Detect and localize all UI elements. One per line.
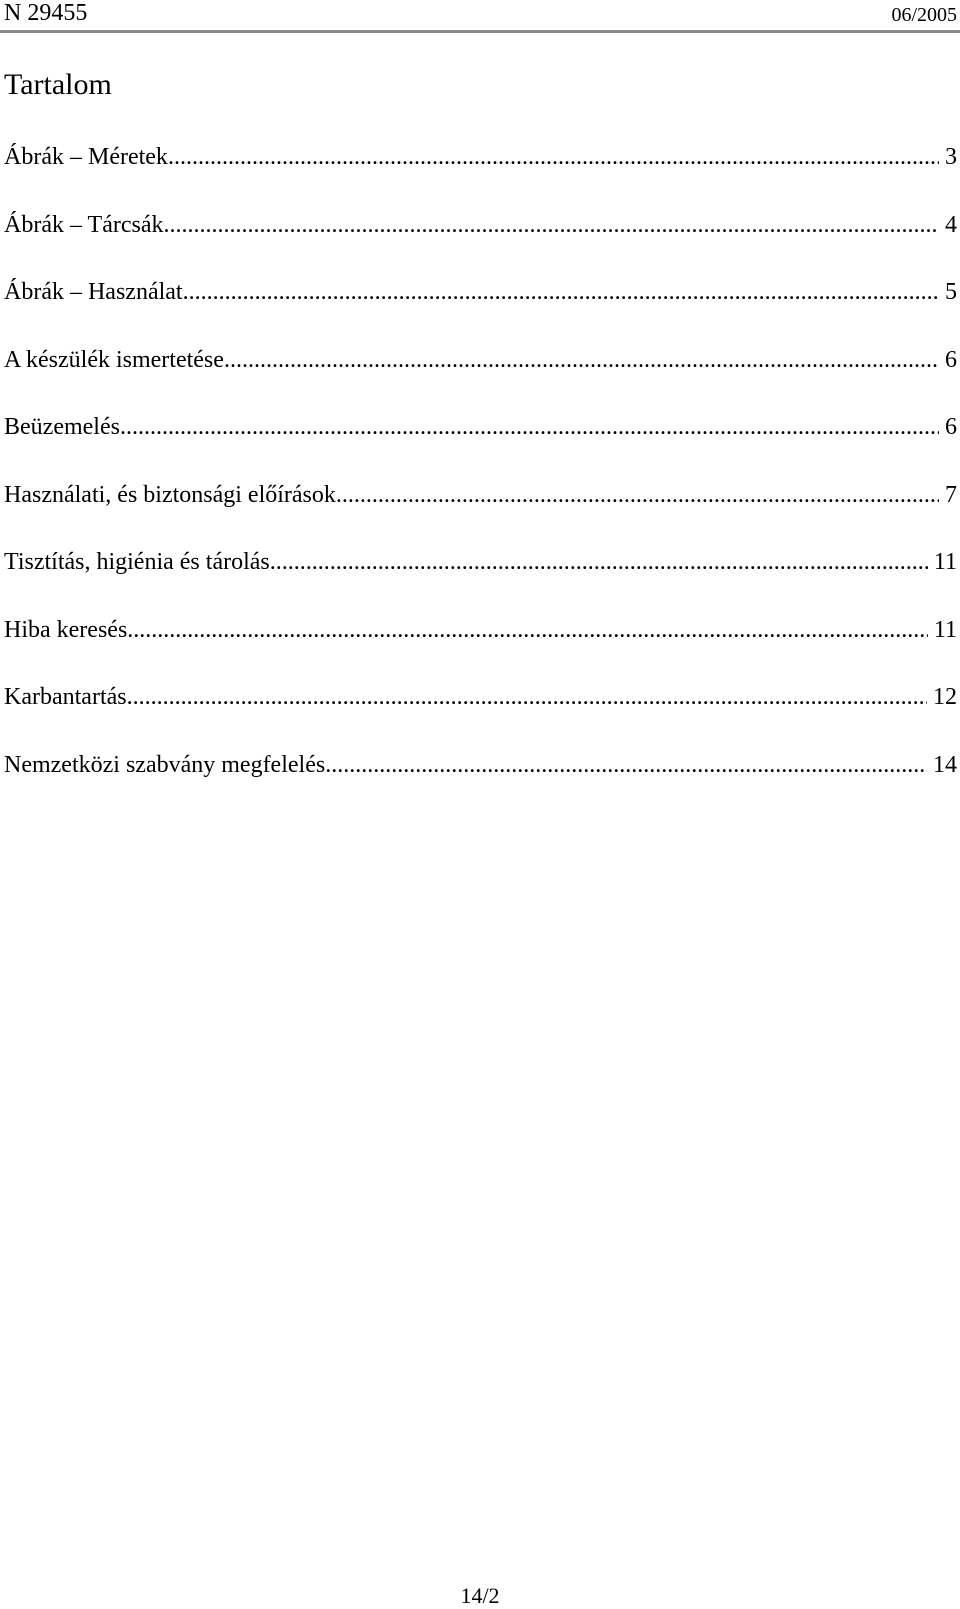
toc-entry-page: 6 — [945, 346, 957, 373]
toc-leader-dots — [168, 143, 939, 171]
page-number: 14/2 — [460, 1583, 500, 1608]
toc-entry-page: 11 — [933, 616, 957, 643]
toc-title: Tartalom — [4, 68, 112, 101]
toc-entry-page: 4 — [945, 211, 957, 238]
toc-entry-page: 7 — [945, 481, 957, 508]
toc-entry — [4, 751, 957, 819]
toc-leader-dots — [127, 616, 928, 644]
toc-entry — [4, 278, 957, 346]
toc-entry-label: Hiba keresés — [4, 616, 128, 643]
toc-entry-label: Beüzemelés — [4, 414, 120, 440]
toc-entry — [4, 143, 957, 211]
toc-entry-label: Ábrák – Használat — [4, 279, 183, 305]
toc-entry-page: 5 — [945, 279, 957, 305]
toc-leader-dots — [164, 211, 940, 239]
header-divider — [0, 30, 960, 33]
page-header — [0, 0, 960, 34]
document-number: N 29455 — [4, 0, 88, 26]
toc-entry-label: Karbantartás — [4, 684, 127, 710]
toc-entry — [4, 481, 957, 549]
toc-leader-dots — [336, 481, 939, 509]
toc-entry-page: 14 — [933, 751, 957, 778]
toc-entry — [4, 413, 957, 481]
toc-leader-dots — [120, 413, 939, 441]
toc-entry-label: A készülék ismertetése — [4, 346, 224, 373]
toc-entry-page: 11 — [933, 549, 957, 575]
toc-entry-label: Ábrák – Méretek — [4, 144, 168, 170]
toc-entry-label: Ábrák – Tárcsák — [4, 211, 164, 238]
toc-entry-label: Használati, és biztonsági előírások — [4, 481, 336, 508]
document-date: 06/2005 — [891, 4, 957, 26]
table-of-contents — [4, 143, 957, 818]
toc-entry-label: Tisztítás, higiénia és tárolás — [4, 549, 270, 575]
toc-leader-dots — [127, 683, 927, 711]
toc-entry — [4, 616, 957, 684]
toc-entry-page: 3 — [945, 144, 957, 170]
toc-entry — [4, 548, 957, 616]
toc-entry — [4, 683, 957, 751]
toc-entry-label: Nemzetközi szabvány megfelelés — [4, 751, 326, 778]
toc-leader-dots — [183, 278, 939, 306]
toc-entry — [4, 346, 957, 414]
toc-leader-dots — [224, 346, 939, 374]
toc-leader-dots — [270, 548, 928, 576]
toc-entry-page: 12 — [933, 684, 957, 710]
toc-leader-dots — [325, 751, 927, 779]
toc-entry-page: 6 — [945, 414, 957, 440]
toc-entry — [4, 211, 957, 279]
